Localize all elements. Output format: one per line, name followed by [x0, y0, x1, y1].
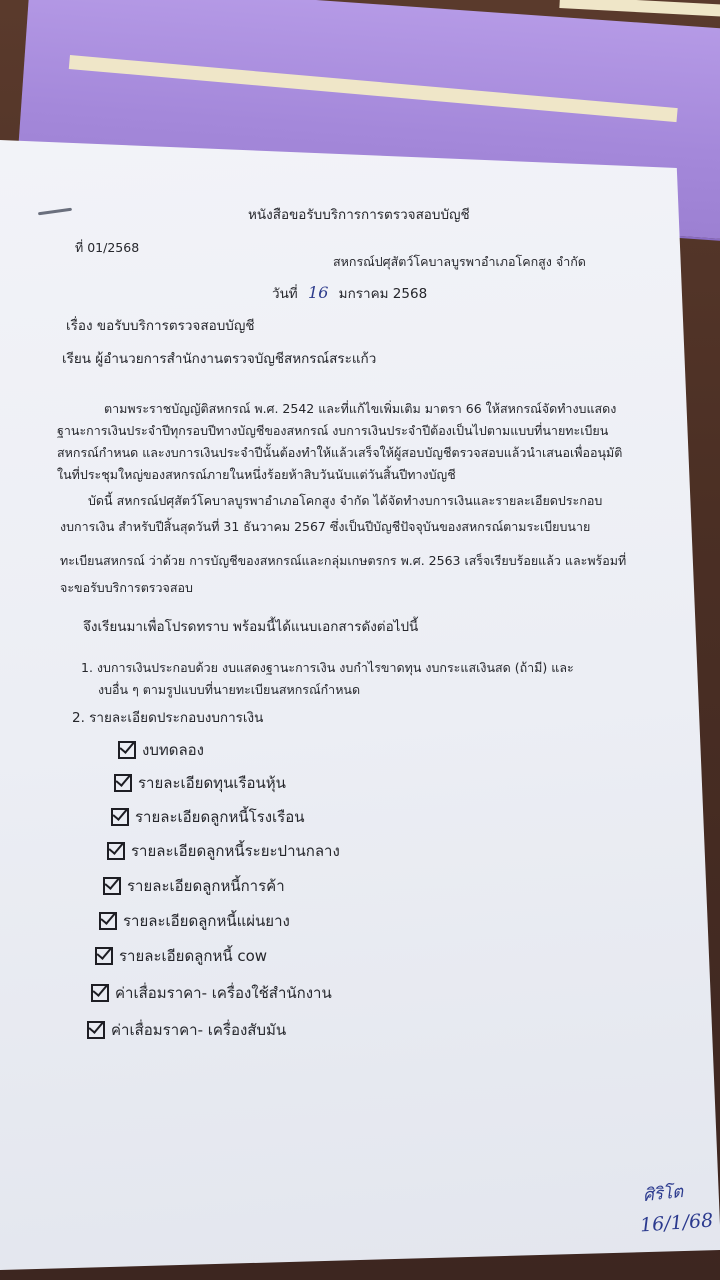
checkbox-checked-icon	[103, 877, 121, 895]
date-prefix: วันที่	[272, 286, 298, 302]
checklist-label: รายละเอียดลูกหนี้แผ่นยาง	[123, 912, 290, 930]
checklist-label: รายละเอียดลูกหนี้การค้า	[127, 877, 285, 895]
signature-name: ศิริโต	[642, 1181, 685, 1207]
letter-number: ที่ 01/2568	[75, 240, 140, 255]
checklist-item	[107, 839, 340, 863]
checklist-label: ค่าเสื่อมราคา- เครื่องสับมัน	[111, 1021, 287, 1039]
checklist-label: รายละเอียดลูกหนี้ระยะปานกลาง	[131, 842, 340, 860]
checklist-item	[114, 771, 286, 795]
item1-line1: 1. งบการเงินประกอบด้วย งบแสดงฐานะการเงิน งบกำไรขาดทุน งบกระแสเงินสด (ถ้ามี) และ	[81, 660, 574, 675]
signature-date: 16/1/68	[639, 1209, 714, 1237]
date-rest: มกราคม 2568	[338, 286, 428, 302]
checklist-label: งบทดลอง	[142, 741, 204, 759]
checklist-item	[87, 1018, 286, 1042]
sender-name: สหกรณ์ปศุสัตว์โคบาลบูรพาอำเภอโคกสูง จำกัด	[333, 254, 586, 269]
para2-line: ทะเบียนสหกรณ์ ว่าด้วย การบัญชีของสหกรณ์และกลุ่มเกษตรกร พ.ศ. 2563 เสร็จเรียบร้อยแล้ว และพร้อมที่	[60, 553, 627, 568]
para1-line: สหกรณ์กำหนด และงบการเงินประจำปีนั้นต้องทำให้แล้วเสร็จให้ผู้สอบบัญชีตรวจสอบแล้วนำเสนอเพื่ออนุมัติ	[57, 445, 623, 460]
checklist-label: รายละเอียดทุนเรือนหุ้น	[138, 774, 286, 792]
para2-line: บัดนี้ สหกรณ์ปศุสัตว์โคบาลบูรพาอำเภอโคกสูง จำกัด ได้จัดทำงบการเงินและรายละเอียดประกอบ	[88, 493, 603, 508]
checkbox-checked-icon	[114, 774, 132, 792]
checkbox-checked-icon	[91, 984, 109, 1002]
attachment-intro: จึงเรียนมาเพื่อโปรดทราบ พร้อมนี้ได้แนบเอกสารดังต่อไปนี้	[83, 619, 419, 635]
checklist-item	[103, 874, 285, 898]
letter-subject: เรื่อง ขอรับบริการตรวจสอบบัญชี	[66, 318, 255, 334]
checklist-item	[95, 944, 267, 968]
para2-line: งบการเงิน สำหรับปีสิ้นสุดวันที่ 31 ธันวาคม 2567 ซึ่งเป็นปีบัญชีปัจจุบันของสหกรณ์ตามระเบียบนาย	[60, 519, 591, 534]
para2-line: จะขอรับบริการตรวจสอบ	[60, 580, 193, 595]
checklist-item	[111, 805, 304, 829]
checklist-label: ค่าเสื่อมราคา- เครื่องใช้สำนักงาน	[115, 984, 332, 1002]
checklist-item	[118, 738, 204, 762]
checkbox-checked-icon	[99, 912, 117, 930]
pen-mark	[38, 208, 72, 216]
checkbox-checked-icon	[118, 741, 136, 759]
checklist-label: รายละเอียดลูกหนี้โรงเรือน	[135, 808, 305, 826]
checklist-label: รายละเอียดลูกหนี้ cow	[119, 947, 268, 965]
checkbox-checked-icon	[95, 947, 113, 965]
letter-date	[272, 285, 427, 302]
checklist-item	[99, 909, 290, 933]
checkbox-checked-icon	[87, 1021, 105, 1039]
letter-recipient: เรียน ผู้อำนวยการสำนักงานตรวจบัญชีสหกรณ์สระแก้ว	[62, 351, 377, 367]
item2-heading: 2. รายละเอียดประกอบงบการเงิน	[72, 710, 264, 726]
para1-line: ฐานะการเงินประจำปีทุกรอบปีทางบัญชีของสหกรณ์ งบการเงินประจำปีต้องเป็นไปตามแบบที่นายทะเบียน	[57, 423, 609, 438]
item1-line2: งบอื่น ๆ ตามรูปแบบที่นายทะเบียนสหกรณ์กำหนด	[98, 682, 361, 697]
letter-heading: หนังสือขอรับบริการการตรวจสอบบัญชี	[248, 207, 470, 223]
para1-line: ตามพระราชบัญญัติสหกรณ์ พ.ศ. 2542 และที่แก้ไขเพิ่มเติม มาตรา 66 ให้สหกรณ์จัดทำงบแสดง	[104, 401, 617, 416]
checkbox-checked-icon	[111, 808, 129, 826]
checkbox-checked-icon	[107, 842, 125, 860]
para1-line: ในที่ประชุมใหญ่ของสหกรณ์ภายในหนึ่งร้อยห้าสิบวันนับแต่วันสิ้นปีทางบัญชี	[57, 467, 456, 482]
date-day: 16	[308, 283, 329, 302]
checklist-item	[91, 981, 332, 1005]
